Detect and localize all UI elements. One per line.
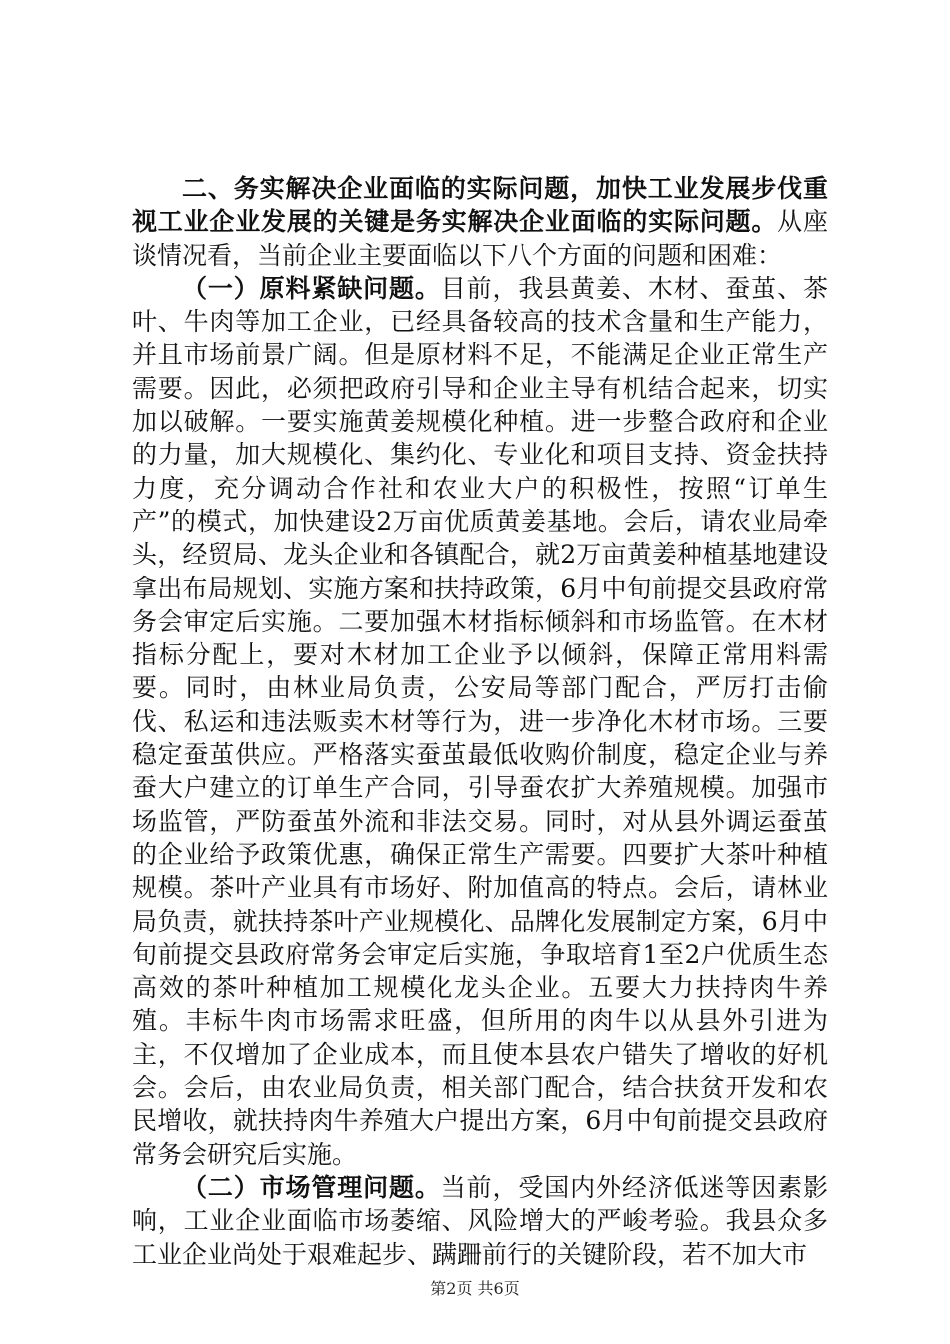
document-body: [132, 172, 828, 1271]
raw-materials-text: 目前，我县黄姜、木材、蚕茧、茶叶、牛肉等加工企业，已经具备较高的技术含量和生产能力，并且市场前景广阔。但是原材料不足，不能满足企业正常生产需要。因此，必须把政府引导和企业主导有机结合起来，切实加以破解。一要实施黄姜规模化种植。进一步整合政府和企业的力量，加大规模化、集约化、专业化和项目支持、资金扶持力度，充分调动合作社和农业大户的积极性，按照“订单生产”的模式，加快建设2万亩优质黄姜基地。会后，请农业局牵头，经贸局、龙头企业和各镇配合，就2万亩黄姜种植基地建设拿出布局规划、实施方案和扶持政策，6月中旬前提交县政府常务会审定后实施。二要加强木材指标倾斜和市场监管。在木材指标分配上，要对木材加工企业予以倾斜，保障正常用料需要。同时，由林业局负责，公安局等部门配合，严厉打击偷伐、私运和违法贩卖木材等行为，进一步净化木材市场。三要稳定蚕茧供应。严格落实蚕茧最低收购价制度，稳定企业与养蚕大户建立的订单生产合同，引导蚕农扩大养殖规模。加强市场监管，严防蚕茧外流和非法交易。同时，对从县外调运蚕茧的企业给予政策优惠，确保正常生产需要。四要扩大茶叶种植规模。茶叶产业具有市场好、附加值高的特点。会后，请林业局负责，就扶持茶叶产业规模化、品牌化发展制定方案，6月中旬前提交县政府常务会审定后实施，争取培育1至2户优质生态高效的茶叶种植加工规模化龙头企业。五要大力扶持肉牛养殖。丰标牛肉市场需求旺盛，但所用的肉牛以从县外引进为主，不仅增加了企业成本，而且使本县农户错失了增收的好机会。会后，由农业局负责，相关部门配合，结合扶贫开发和农民增收，就扶持肉牛养殖大户提出方案，6月中旬前提交县政府常务会研究后实施。: [132, 273, 828, 1169]
market-management-heading: （二）市场管理问题。: [182, 1172, 441, 1202]
section-two-heading: 二、务实解决企业面临的实际问题，加快工业发展步伐重视工业企业发展的关键是务实解决企业面临的实际问题。: [132, 174, 828, 237]
raw-materials-heading: （一）原料紧缺问题。: [182, 273, 441, 303]
paragraph-market-management: [132, 1171, 828, 1271]
section-two-text: 从座谈情况看，当前企业主要面临以下八个方面的问题和困难：: [132, 207, 828, 270]
paragraph-section-two: [132, 172, 828, 272]
market-management-text: 当前，受国内外经济低迷等因素影响，工业企业面临市场萎缩、风险增大的严峻考验。我县众多工业企业尚处于艰难起步、蹒跚前行的关键阶段，若不加大市: [132, 1172, 828, 1269]
page-number-footer: 第2页 共6页: [430, 1279, 520, 1298]
paragraph-raw-materials: [132, 272, 828, 1171]
